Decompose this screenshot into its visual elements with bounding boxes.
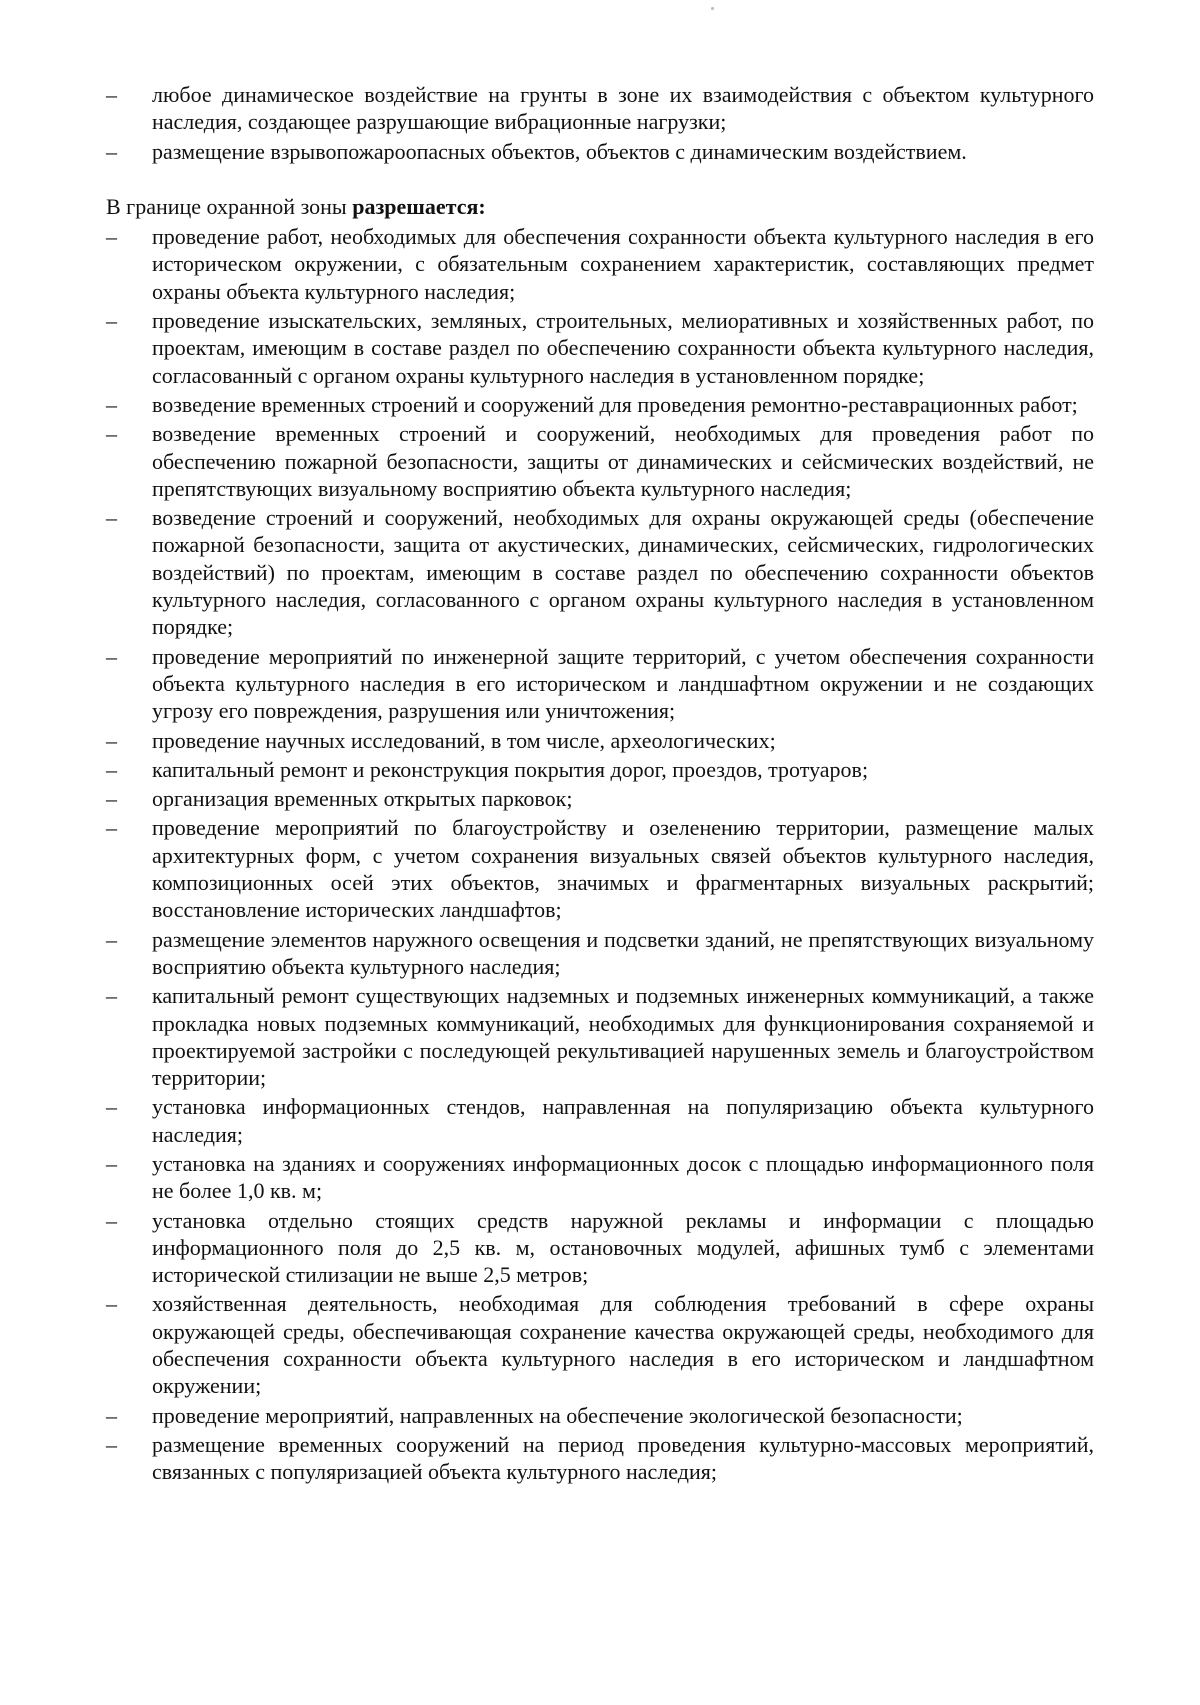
allowed-activities-list bbox=[106, 223, 1094, 1485]
list-item bbox=[106, 1431, 1094, 1486]
list-item-text: размещение временных сооружений на период проведения культурно-массовых мероприятий, связанных с популяризацией объекта культурного наследия; bbox=[152, 1431, 1094, 1485]
list-dash: – bbox=[106, 1094, 117, 1120]
list-item-text: проведение научных исследований, в том числе, археологических; bbox=[152, 727, 776, 753]
list-item bbox=[106, 643, 1094, 725]
list-item-text: установка на зданиях и сооружениях информационных досок с площадью информационного поля не более 1,0 кв. м; bbox=[152, 1150, 1094, 1204]
list-dash: – bbox=[106, 1150, 117, 1176]
list-dash: – bbox=[106, 815, 117, 841]
list-item bbox=[106, 81, 1094, 136]
allowed-section-heading bbox=[106, 193, 1094, 220]
list-item-text: размещение элементов наружного освещения и подсветки зданий, не препятствующих визуальному восприятию объекта культурного наследия; bbox=[152, 926, 1094, 979]
list-item bbox=[106, 785, 1094, 812]
list-item bbox=[106, 138, 1094, 165]
list-item bbox=[106, 1207, 1094, 1289]
list-dash: – bbox=[106, 82, 117, 107]
list-dash: – bbox=[106, 643, 117, 669]
list-item bbox=[106, 814, 1094, 923]
scan-speck bbox=[711, 7, 714, 10]
list-item-text: возведение временных строений и сооружений для проведения ремонтно-реставрационных работ; bbox=[152, 391, 1078, 417]
list-item bbox=[106, 756, 1094, 783]
list-dash: – bbox=[106, 1291, 117, 1317]
heading-emphasis: разрешается: bbox=[352, 193, 486, 219]
heading-prefix: В границе охранной зоны bbox=[106, 193, 353, 219]
list-item-text: размещение взрывопожароопасных объектов, объектов с динамическим воздействием. bbox=[152, 138, 967, 164]
list-item-text: капитальный ремонт существующих надземных и подземных инженерных коммуникаций, а также прокладка новых подземных коммуникаций, необходимых для функционирования сохраняемой и проектируемой застройки с последующей рекультивацией нарушенных земель и благоустройством территории; bbox=[152, 983, 1094, 1091]
list-item-text: установка отдельно стоящих средств наружной рекламы и информации с площадью информационного поля до 2,5 кв. м, остановочных модулей, афишных тумб с элементами исторической стилизации не выше 2,5 метров; bbox=[152, 1207, 1094, 1288]
prohibited-list-continuation bbox=[106, 81, 1094, 165]
list-item-text: возведение строений и сооружений, необходимых для охраны окружающей среды (обеспечение пожарной безопасности, защита от акустических, динамических, сейсмических, гидрологических воздействий) по проектам, имеющим в составе раздел по обеспечению сохранности объектов культурного наследия, согласованного с органом охраны культурного наследия в установленном порядке; bbox=[152, 505, 1094, 640]
list-dash: – bbox=[106, 224, 117, 250]
list-item-text: проведение мероприятий по инженерной защите территорий, с учетом обеспечения сохранности объекта культурного наследия в его историческом и ландшафтном окружении и не создающих угрозу его повреждения, разрушения или уничтожения; bbox=[152, 643, 1094, 724]
list-dash: – bbox=[106, 1402, 117, 1428]
list-item bbox=[106, 391, 1094, 418]
list-item-text: хозяйственная деятельность, необходимая для соблюдения требований в сфере охраны окружающей среды, обеспечивающая сохранение качества окружающей среды, необходимого для обеспечения сохранности объекта культурного наследия в его историческом и ландшафтном окружении; bbox=[152, 1291, 1094, 1399]
list-dash: – bbox=[106, 505, 117, 531]
list-item bbox=[106, 223, 1094, 305]
list-item-text: капитальный ремонт и реконструкция покрытия дорог, проездов, тротуаров; bbox=[152, 756, 869, 782]
list-dash: – bbox=[106, 727, 117, 753]
list-item-text: любое динамическое воздействие на грунты в зоне их взаимодействия с объектом культурного наследия, создающее разрушающие вибрационные нагрузки; bbox=[152, 82, 1094, 135]
list-dash: – bbox=[106, 138, 117, 164]
list-dash: – bbox=[106, 391, 117, 417]
list-item-text: проведение изыскательских, земляных, строительных, мелиоративных и хозяйственных работ, по проектам, имеющим в составе раздел по обеспечению сохранности объекта культурного наследия, согласованный с органом охраны культурного наследия в установленном порядке; bbox=[152, 308, 1094, 388]
list-dash: – bbox=[106, 421, 117, 447]
list-item bbox=[106, 420, 1094, 502]
list-dash: – bbox=[106, 756, 117, 782]
list-dash: – bbox=[106, 1207, 117, 1233]
list-item bbox=[106, 727, 1094, 754]
list-item bbox=[106, 1093, 1094, 1148]
list-dash: – bbox=[106, 926, 117, 952]
list-item bbox=[106, 982, 1094, 1091]
list-dash: – bbox=[106, 983, 117, 1009]
list-item-text: возведение временных строений и сооружений, необходимых для проведения работ по обеспечению пожарной безопасности, защиты от динамических и сейсмических воздействий, не препятствующих визуальному восприятию объекта культурного наследия; bbox=[152, 421, 1094, 501]
list-item-text: организация временных открытых парковок; bbox=[152, 786, 573, 812]
list-item bbox=[106, 504, 1094, 640]
list-item bbox=[106, 307, 1094, 389]
list-item-text: проведение работ, необходимых для обеспечения сохранности объекта культурного наследия в его историческом окружении, с обязательным сохранением характеристик, составляющих предмет охраны объекта культурного наследия; bbox=[152, 224, 1094, 304]
list-item bbox=[106, 1150, 1094, 1205]
list-item-text: установка информационных стендов, направленная на популяризацию объекта культурного наследия; bbox=[152, 1094, 1094, 1147]
list-item-text: проведение мероприятий, направленных на обеспечение экологической безопасности; bbox=[152, 1402, 963, 1428]
list-dash: – bbox=[106, 308, 117, 334]
list-dash: – bbox=[106, 786, 117, 812]
list-item bbox=[106, 1402, 1094, 1429]
list-item-text: проведение мероприятий по благоустройству и озеленению территории, размещение малых архитектурных форм, с учетом сохранения визуальных связей объектов культурного наследия, композиционных осей этих объектов, значимых и фрагментарных визуальных раскрытий; восстановление исторических ландшафтов; bbox=[152, 815, 1094, 923]
list-item bbox=[106, 926, 1094, 981]
document-body bbox=[106, 81, 1094, 1488]
list-dash: – bbox=[106, 1431, 117, 1457]
list-item bbox=[106, 1290, 1094, 1399]
